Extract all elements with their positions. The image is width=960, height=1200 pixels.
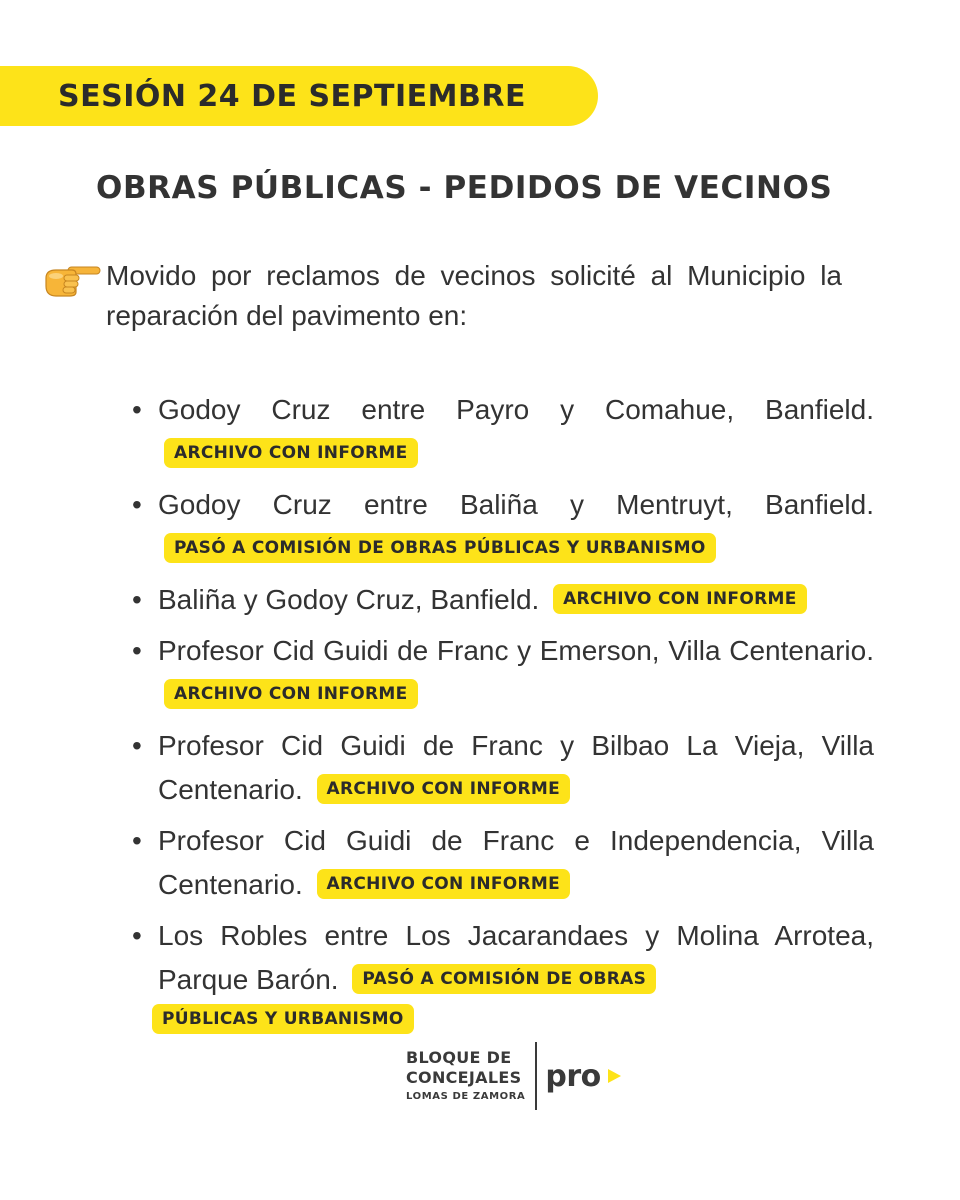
request-text: Profesor Cid Guidi de Franc y Bilbao La Vieja, Villa Centenario. (158, 730, 874, 805)
logo-line-1: BLOQUE DE (406, 1048, 512, 1067)
pointing-hand-icon (42, 260, 102, 298)
status-badge: PASÓ A COMISIÓN DE OBRAS PÚBLICAS Y URBANISMO (164, 533, 716, 563)
bloque-pro-logo (406, 1042, 623, 1110)
request-text: Los Robles entre Los Jacarandaes y Molina Arrotea, Parque Barón. (158, 920, 874, 995)
bullet: • (132, 394, 142, 425)
bullet: • (132, 635, 142, 666)
request-item (126, 578, 946, 622)
bullet: • (132, 825, 142, 856)
play-triangle-icon (605, 1067, 623, 1085)
request-item (126, 819, 946, 907)
bullet: • (132, 920, 142, 951)
status-badge: ARCHIVO CON INFORME (317, 774, 571, 804)
request-text: Godoy Cruz entre Baliña y Mentruyt, Banfield. (158, 489, 874, 520)
request-item (126, 483, 946, 571)
bullet: • (132, 730, 142, 761)
request-item (126, 914, 946, 1034)
request-item (126, 724, 946, 812)
status-badge-continued: PÚBLICAS Y URBANISMO (152, 1004, 414, 1034)
session-banner (0, 66, 598, 126)
logo-divider (535, 1042, 537, 1110)
section-title: OBRAS PÚBLICAS - PEDIDOS DE VECINOS (96, 170, 833, 206)
request-text: Godoy Cruz entre Payro y Comahue, Banfield. (158, 394, 874, 425)
logo-line-2: CONCEJALES (406, 1068, 522, 1087)
status-badge: PASÓ A COMISIÓN DE OBRAS (352, 964, 656, 994)
bullet: • (132, 584, 142, 615)
logo-line-3: LOMAS DE ZAMORA (406, 1091, 526, 1102)
request-text: Profesor Cid Guidi de Franc e Independencia, Villa Centenario. (158, 825, 874, 900)
status-badge: ARCHIVO CON INFORME (164, 679, 418, 709)
status-badge: ARCHIVO CON INFORME (553, 584, 807, 614)
bullet: • (132, 489, 142, 520)
request-item (126, 629, 946, 717)
status-badge: ARCHIVO CON INFORME (164, 438, 418, 468)
intro-paragraph: Movido por reclamos de vecinos solicité al Municipio la reparación del pavimento en: (106, 260, 842, 331)
logo-brand: pro (545, 1058, 601, 1094)
request-text: Profesor Cid Guidi de Franc y Emerson, Villa Centenario. (158, 635, 874, 666)
request-list (126, 388, 946, 1041)
session-banner-text: SESIÓN 24 DE SEPTIEMBRE (58, 78, 526, 114)
status-badge: ARCHIVO CON INFORME (317, 869, 571, 899)
request-item (126, 388, 946, 476)
request-text: Baliña y Godoy Cruz, Banfield. (158, 584, 540, 615)
